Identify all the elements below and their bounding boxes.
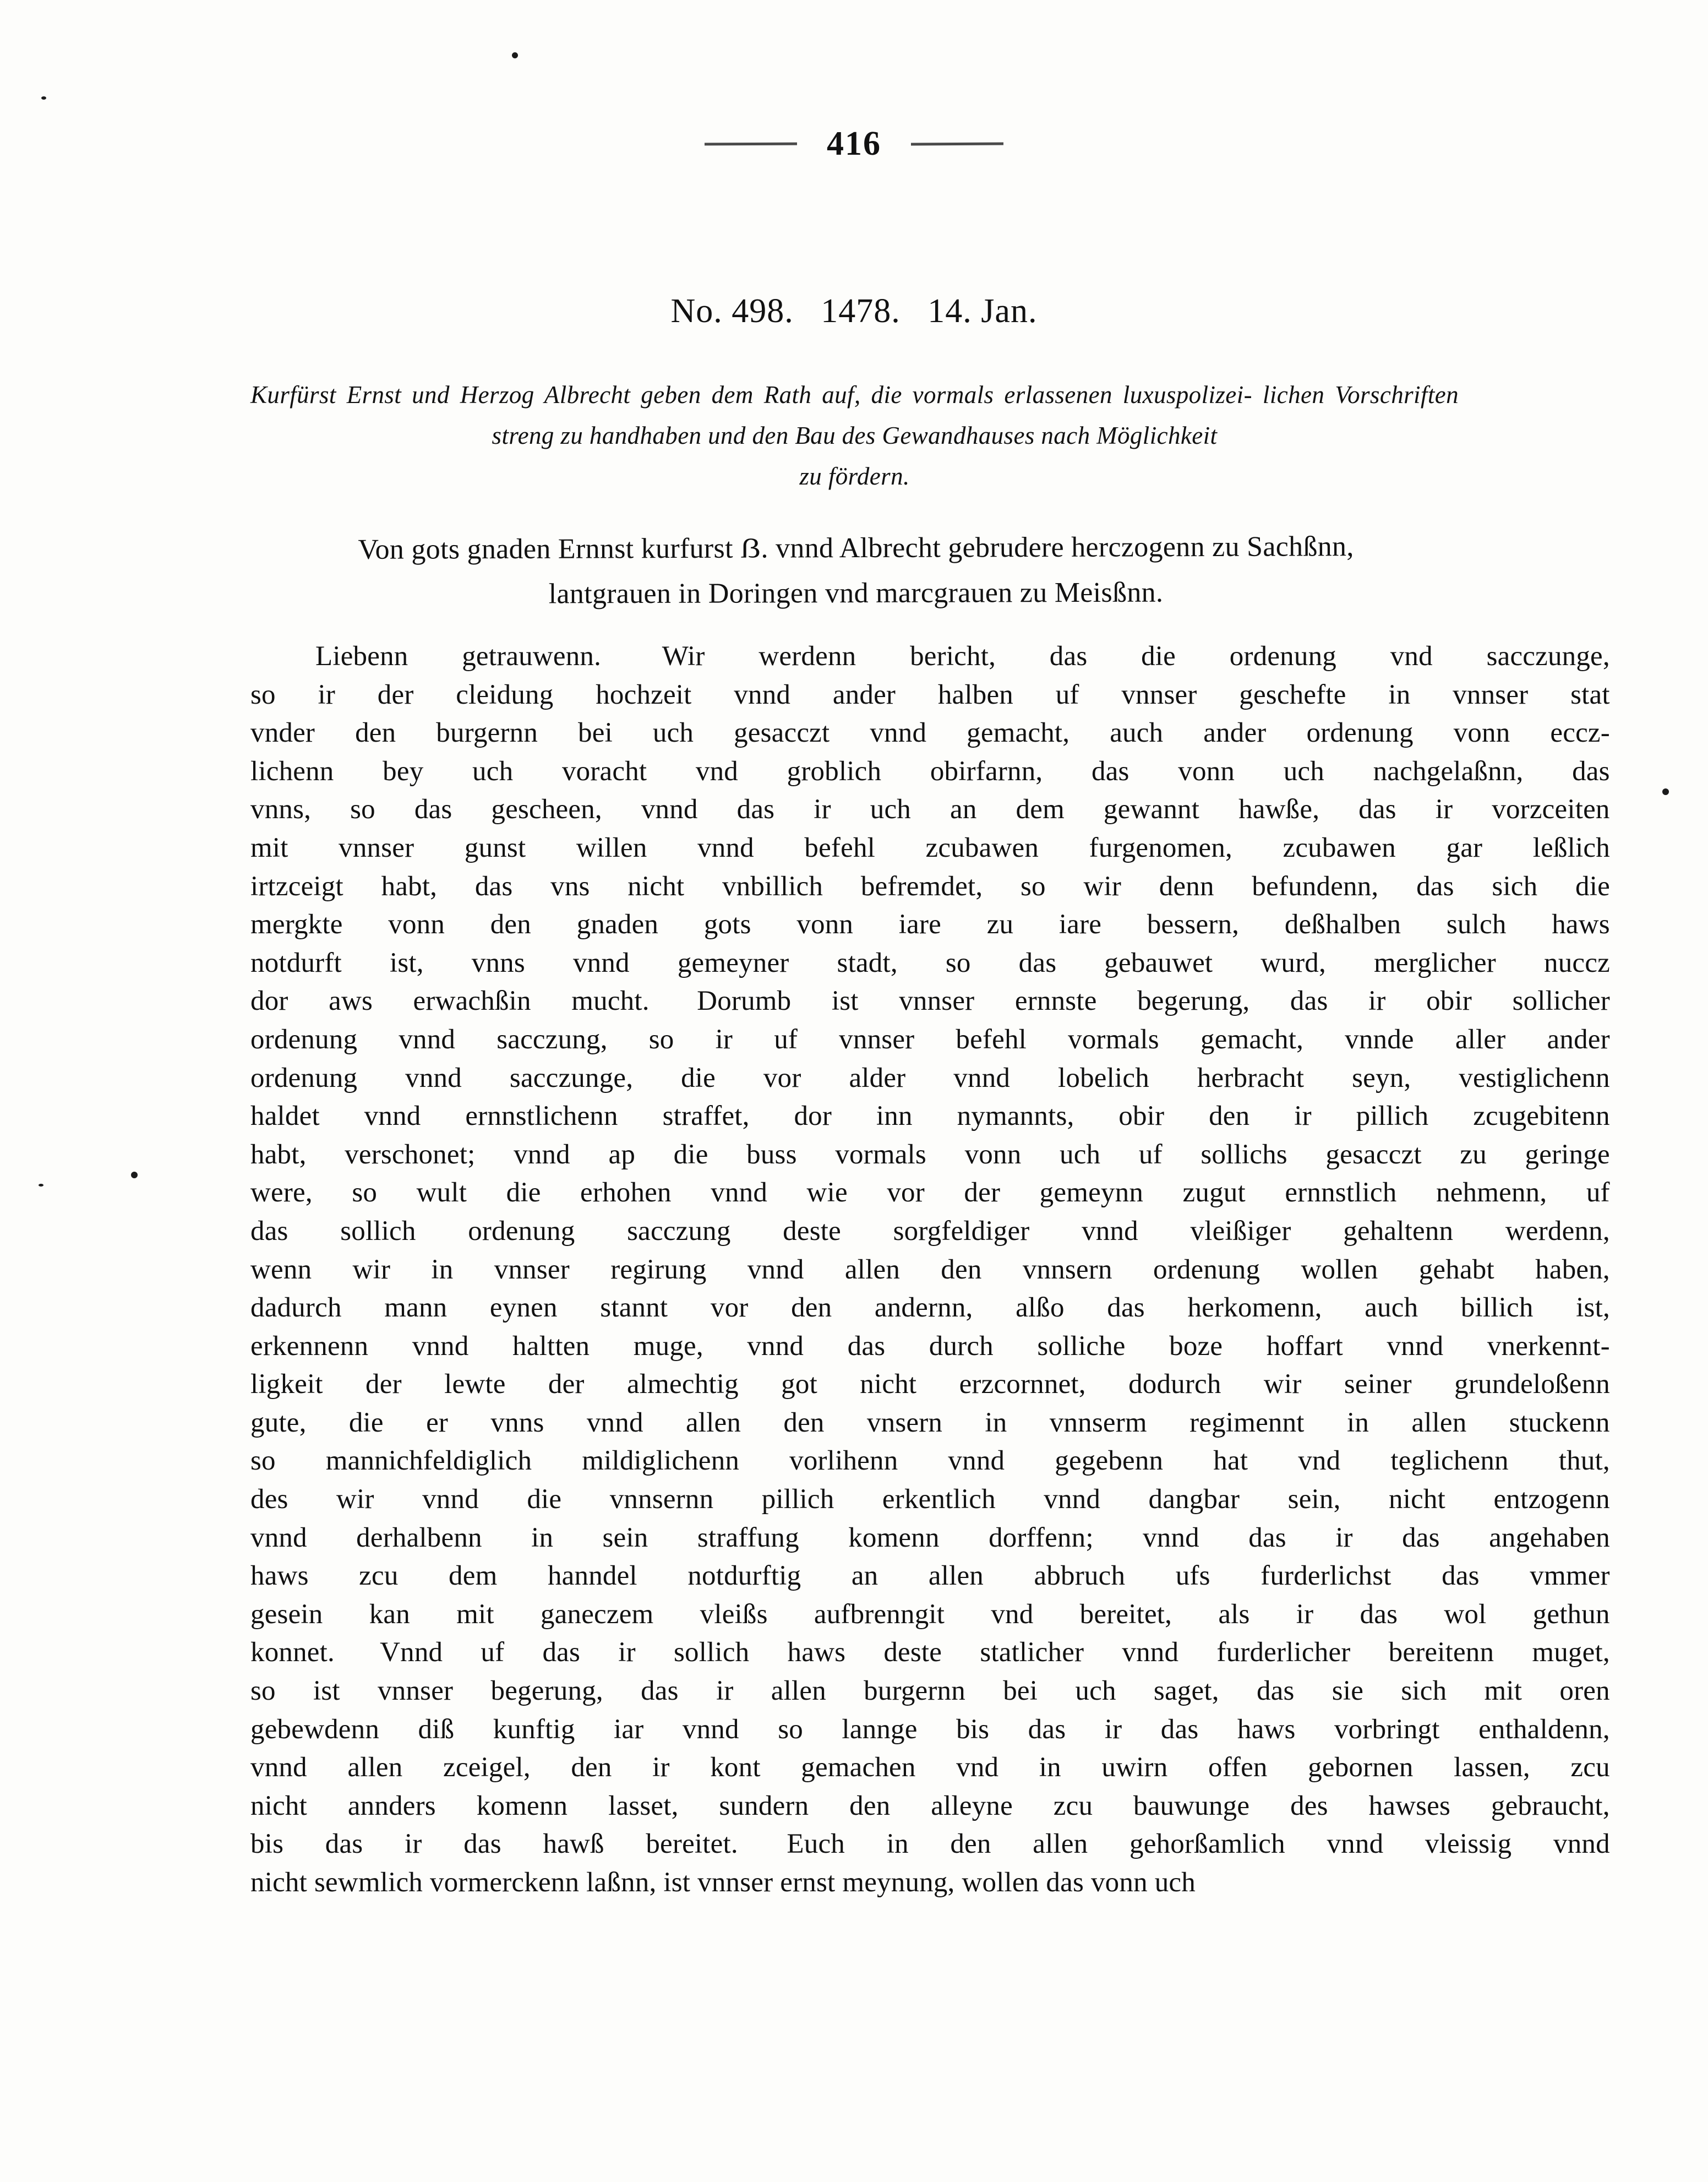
body-line: dor aws erwachßin mucht. Dorumb ist vnnser ernnste begerung, das ir obir sollicher bbox=[250, 986, 1610, 1017]
body-line: gebewdenn diß kunftig iar vnnd so lannge bis das ir das haws vorbringt enthaldenn, bbox=[250, 1713, 1610, 1745]
scan-speck bbox=[41, 96, 46, 100]
body-line: vnnd derhalbenn in sein straffung komenn dorffenn; vnnd das ir das angehaben bbox=[250, 1522, 1610, 1553]
body-line: were, so wult die erhohen vnnd wie vor der gemeynn zugut ernnstlich nehmenn, uf bbox=[250, 1177, 1610, 1209]
body-line: konnet. Vnnd uf das ir sollich haws deste statlicher vnnd furderlicher bereitenn muget, bbox=[250, 1637, 1610, 1668]
address-line: lantgrauen in Doringen vnd marcgrauen zu Meisßnn. bbox=[548, 576, 1164, 610]
body-line: nicht sewmlich vormerckenn laßnn, ist vnnser ernst meynung, wollen das vonn uch bbox=[250, 1867, 1196, 1898]
body-line: gesein kan mit ganeczem vleißs aufbrenngit vnd bereitet, als ir das wol gethun bbox=[250, 1598, 1610, 1630]
body-line: ligkeit der lewte der almechtig got nicht erzcornnet, dodurch wir seiner grundeloßenn bbox=[250, 1369, 1610, 1400]
body-line: vnnd allen zceigel, den ir kont gemachen vnd in uwirn offen gebornen lassen, zcu bbox=[250, 1752, 1610, 1783]
body-line: wenn wir in vnnser regirung vnnd allen den vnnsern ordenung wollen gehabt haben, bbox=[250, 1254, 1610, 1285]
body-line: gute, die er vnns vnnd allen den vnsern in vnnserm regimennt in allen stuckenn bbox=[250, 1407, 1610, 1438]
body-line: irtzceigt habt, das vns nicht vnbillich befremdet, so wir denn befundenn, das sich die bbox=[250, 870, 1610, 902]
rule-dash-left bbox=[705, 142, 797, 145]
body-line: bis das ir das hawß bereitet. Euch in den allen gehorßamlich vnnd vleissig vnnd bbox=[250, 1829, 1610, 1860]
rule-dash-right bbox=[911, 142, 1003, 145]
regest-line: zu fördern. bbox=[799, 462, 910, 490]
body-line: das sollich ordenung sacczung deste sorgfeldiger vnnd vleißiger gehaltenn werdenn, bbox=[250, 1215, 1610, 1247]
body-line: ordenung vnnd sacczung, so ir uf vnnser befehl vormals gemacht, vnnde aller ander bbox=[250, 1024, 1610, 1055]
body-line: ordenung vnnd sacczunge, die vor alder vnnd lobelich herbracht seyn, vestiglichenn bbox=[250, 1062, 1610, 1093]
body-line: erkennenn vnnd haltten muge, vnnd das durch solliche boze hoffart vnnd vnerkennt- bbox=[250, 1330, 1610, 1362]
regest-line: Kurfürst Ernst und Herzog Albrecht geben dem Rath auf, die vormals erlassenen luxuspolizei- bbox=[250, 381, 1252, 409]
body-line: Liebenn getrauwenn. Wir werdenn bericht, das die ordenung vnd sacczunge, bbox=[315, 641, 1610, 672]
body-line: dadurch mann eynen stannt vor den andernn, alßo das herkomenn, auch billich ist, bbox=[250, 1292, 1610, 1324]
regest-line: lichen Vorschriften streng zu handhaben und den Bau des Gewandhauses nach Möglichkeit bbox=[492, 381, 1459, 449]
body-text bbox=[250, 638, 1610, 1902]
body-line: lichenn bey uch voracht vnd groblich obirfarnn, das vonn uch nachgelaßnn, das bbox=[250, 755, 1610, 787]
scan-speck bbox=[39, 1184, 43, 1187]
address-block bbox=[237, 526, 1475, 616]
body-line: so mannichfeldiglich mildiglichenn vorlihenn vnnd gegebenn hat vnd teglichenn thut, bbox=[250, 1445, 1610, 1477]
page-number: 416 bbox=[827, 125, 881, 162]
document-heading: No. 498. 1478. 14. Jan. bbox=[670, 292, 1038, 330]
body-line: so ir der cleidung hochzeit vnnd ander halben uf vnnser geschefte in vnnser stat bbox=[250, 679, 1610, 710]
running-head bbox=[0, 127, 1708, 161]
body-line: haws zcu dem hanndel notdurftig an allen abbruch ufs furderlichst das vmmer bbox=[250, 1560, 1610, 1592]
body-line: notdurft ist, vnns vnnd gemeyner stadt, so das gebauwet wurd, merglicher nuccz bbox=[250, 947, 1610, 978]
scan-speck bbox=[131, 1172, 138, 1178]
body-line: habt, verschonet; vnnd ap die buss vormals vonn uch uf sollichs gesacczt zu geringe bbox=[250, 1139, 1610, 1170]
body-line: mit vnnser gunst willen vnnd befehl zcubawen furgenomen, zcubawen gar leßlich bbox=[250, 832, 1610, 863]
body-line: haldet vnnd ernnstlichenn straffet, dor inn nymannts, obir den ir pillich zcugebitenn bbox=[250, 1101, 1610, 1132]
body-line: des wir vnnd die vnnsernn pillich erkentlich vnnd dangbar sein, nicht entzogenn bbox=[250, 1484, 1610, 1515]
body-line: so ist vnnser begerung, das ir allen burgernn bei uch saget, das sie sich mit oren bbox=[250, 1675, 1610, 1707]
body-line: nicht annders komenn lasset, sundern den alleyne zcu bauwunge des hawses gebraucht, bbox=[250, 1790, 1610, 1821]
address-line: Von gots gnaden Ernnst kurfurst ẞ. vnnd Albrecht gebrudere herczogenn zu Sachßnn, bbox=[358, 531, 1354, 565]
body-line: vnns, so das gescheen, vnnd das ir uch an dem gewannt hawße, das ir vorzceiten bbox=[250, 794, 1610, 825]
body-line: mergkte vonn den gnaden gots vonn iare zu iare bessern, deßhalben sulch haws bbox=[250, 909, 1610, 940]
scan-speck bbox=[1662, 788, 1669, 795]
body-line: vnder den burgernn bei uch gesacczt vnnd gemacht, auch ander ordenung vonn eccz- bbox=[250, 717, 1610, 749]
scan-speck bbox=[512, 52, 518, 58]
regest-summary bbox=[250, 374, 1459, 497]
